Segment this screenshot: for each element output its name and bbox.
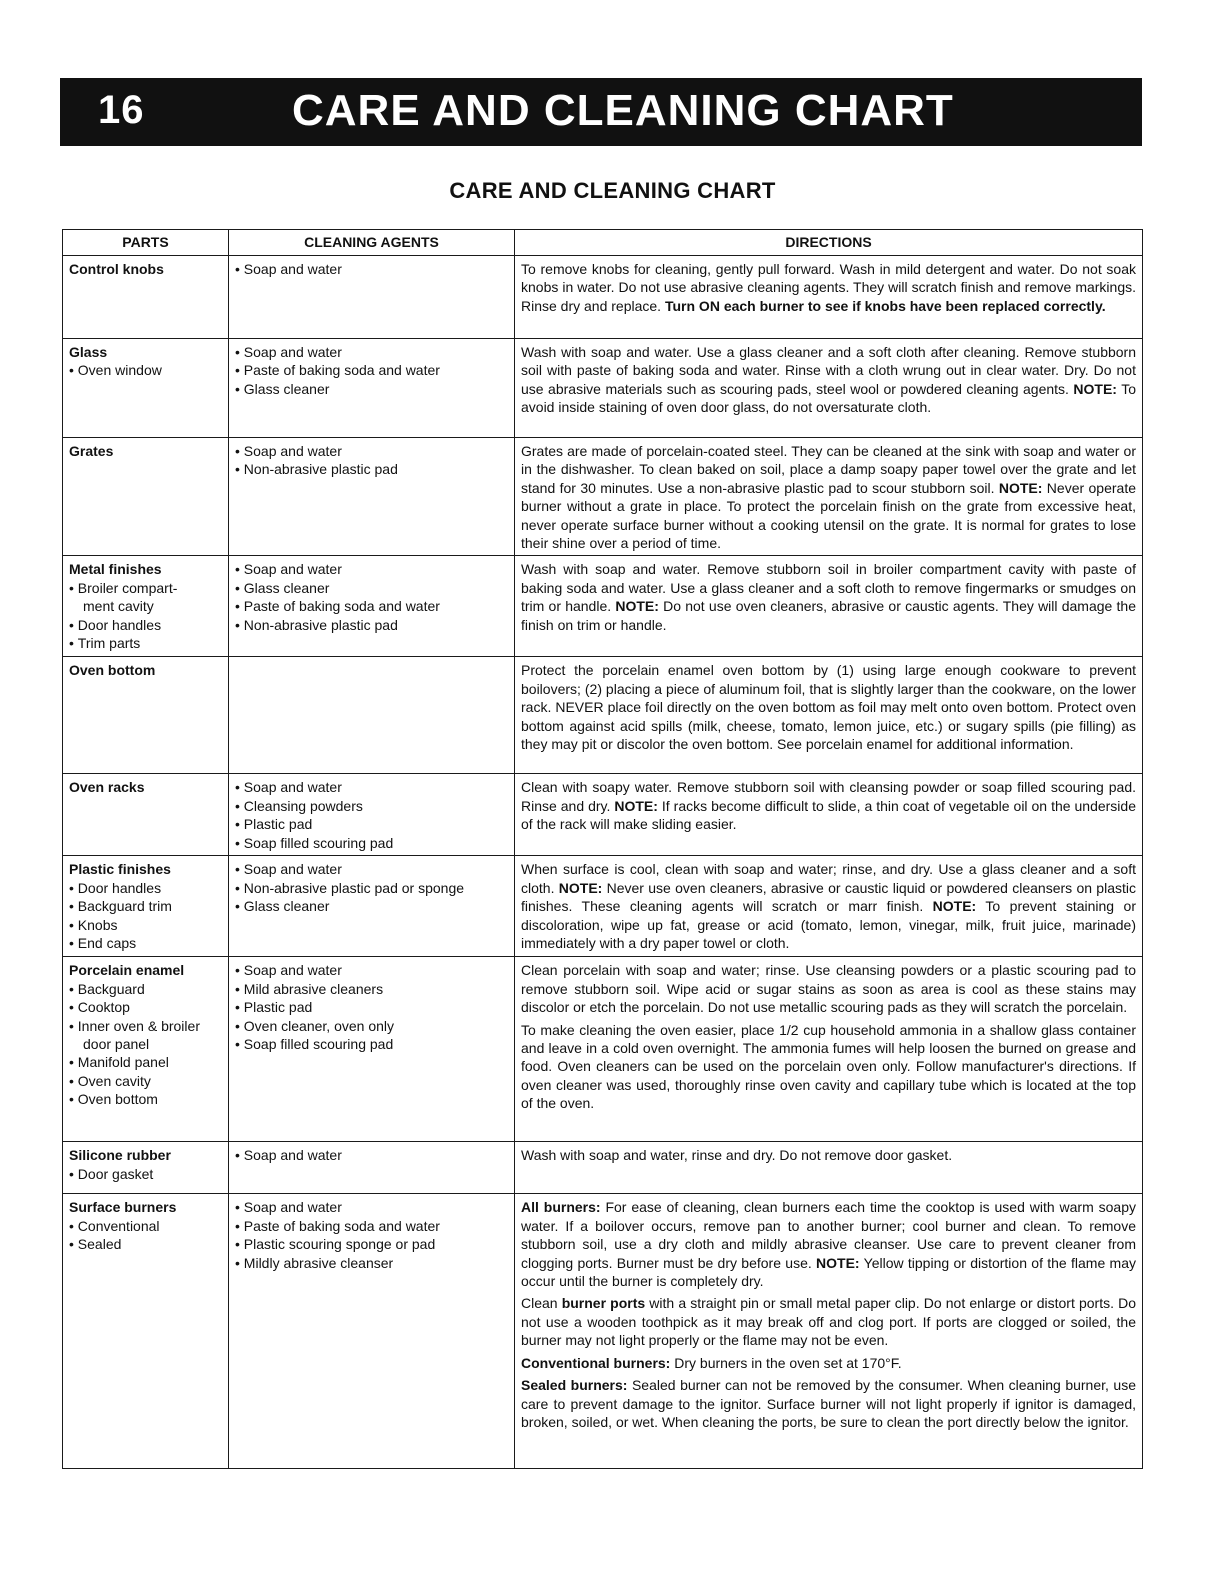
cleaning-agent-item: • Glass cleaner xyxy=(235,380,508,398)
directions-text: Do not use oven cleaners, abrasive or caustic agents. They will damage the finish on trim or handle. xyxy=(521,598,1136,633)
part-cell xyxy=(63,856,229,957)
cleaning-agent-item: • Plastic scouring sponge or pad xyxy=(235,1235,508,1253)
table-row xyxy=(63,657,1143,774)
part-cell xyxy=(63,339,229,438)
subpart-item: • Cooktop xyxy=(69,998,222,1016)
directions-text: Grates are made of porcelain-coated steel. They can be cleaned at the sink with soap and water or in the dishwasher. To clean baked on soil, place a damp soapy paper towel over the grate and let stand for 30 minutes. Use a non-abrasive plastic pad to scour stubborn soil. xyxy=(521,443,1136,496)
cleaning-agents-cell xyxy=(229,774,515,856)
subpart-item: • Backguard trim xyxy=(69,897,222,915)
header-title: CARE AND CLEANING CHART xyxy=(292,86,954,135)
part-cell xyxy=(63,556,229,657)
cleaning-agent-item: • Soap and water xyxy=(235,778,508,796)
directions-text: Sealed burner can not be removed by the consumer. When cleaning burner, use care to prevent damage to the ignitor. Surface burner will not light properly if ignitor is damaged, broken, soiled, or wet. When cleaning the ports, be sure to clean the port directly below the ignitor. xyxy=(521,1377,1136,1430)
subpart-item: • Knobs xyxy=(69,916,222,934)
part-name: Glass xyxy=(69,344,108,360)
directions-text: Never use oven cleaners, abrasive or caustic liquid or powdered cleansers on plastic finishes. These cleaning agents will scratch or marr finish. xyxy=(521,879,1136,915)
directions-text: To prevent staining or discoloration, wipe up fat, grease or acid (tomato, lemon, vinegar, milk, fruit juice, marinade) immediately with a dry paper towel or cloth. xyxy=(521,898,1136,952)
directions-paragraph xyxy=(521,442,1136,552)
directions-lead: All burners: xyxy=(521,1199,601,1216)
cleaning-agent-item: • Mildly abrasive cleanser xyxy=(235,1254,508,1272)
note-label: NOTE: xyxy=(998,479,1043,496)
cleaning-agent-item: • Soap and water xyxy=(235,442,508,460)
cleaning-agents-cell xyxy=(229,657,515,774)
directions-paragraph xyxy=(521,260,1136,315)
directions-lead: Sealed burners: xyxy=(521,1377,628,1394)
cleaning-agent-item: • Paste of baking soda and water xyxy=(235,597,508,615)
cleaning-agent-item: • Soap and water xyxy=(235,1146,508,1164)
directions-cell xyxy=(515,438,1143,556)
note-label: NOTE: xyxy=(558,879,603,896)
cleaning-agent-item: • Soap and water xyxy=(235,1198,508,1216)
directions-paragraph xyxy=(521,778,1136,833)
part-cell xyxy=(63,1142,229,1194)
cleaning-agent-item: • Glass cleaner xyxy=(235,579,508,597)
table-row xyxy=(63,957,1143,1142)
directions-cell xyxy=(515,339,1143,438)
directions-paragraph xyxy=(521,1376,1136,1431)
cleaning-agent-item: • Paste of baking soda and water xyxy=(235,361,508,379)
subpart-item: ment cavity xyxy=(83,598,154,615)
table-row xyxy=(63,1142,1143,1194)
directions-paragraph xyxy=(521,1021,1136,1113)
cleaning-agent-item: • Soap and water xyxy=(235,260,508,278)
directions-text: Clean with soapy water. Remove stubborn soil with cleansing powder or soap filled scouring pad. Rinse and dry. xyxy=(521,779,1136,814)
note-label: NOTE: xyxy=(614,797,658,814)
cleaning-agents-cell xyxy=(229,339,515,438)
page-number: 16 xyxy=(98,88,145,132)
subpart-item: • Trim parts xyxy=(69,634,222,652)
directions-text: Clean porcelain with soap and water; rinse. Use cleansing powders or a plastic scouring pad to remove stubborn soil. Wipe acid or sugar stains as soon as area is cool as these stains may discolor or etch the porcelain. Do not use metallic scouring pads as they will scratch the porcelain. xyxy=(521,962,1136,1016)
cleaning-agents-cell xyxy=(229,856,515,957)
column-header-cleaning-agents: CLEANING AGENTS xyxy=(229,230,515,256)
part-cell xyxy=(63,957,229,1142)
directions-lead: Conventional burners: xyxy=(521,1354,671,1371)
part-name: Porcelain enamel xyxy=(69,962,185,979)
directions-paragraph xyxy=(521,961,1136,1016)
subpart-item: • Broiler compart- xyxy=(69,579,222,597)
directions-text: Wash with soap and water. Remove stubborn soil in broiler compartment cavity with paste of baking soda and water. Use a glass cleaner and a soft cloth to remove fingermarks or smudges on trim or handle. xyxy=(521,561,1136,615)
table-row xyxy=(63,774,1143,856)
table-row xyxy=(63,856,1143,957)
directions-text: Dry burners in the oven set at 170°F. xyxy=(670,1354,902,1371)
cleaning-agent-item: • Soap filled scouring pad xyxy=(235,1035,508,1053)
cleaning-agent-item: • Non-abrasive plastic pad xyxy=(235,460,508,478)
part-name: Oven racks xyxy=(69,779,145,796)
part-name: Surface burners xyxy=(69,1199,177,1216)
care-cleaning-table xyxy=(62,229,1143,1469)
table-row xyxy=(63,1194,1143,1469)
part-name: Metal finishes xyxy=(69,561,162,578)
cleaning-agent-item: • Soap and water xyxy=(235,961,508,979)
subpart-item: door panel xyxy=(83,1036,150,1053)
directions-paragraph xyxy=(521,1198,1136,1290)
directions-text: To avoid inside staining of oven door glass, do not oversaturate cloth. xyxy=(521,380,1136,416)
note-label: NOTE: xyxy=(932,898,977,915)
subpart-item: • Oven bottom xyxy=(69,1090,222,1108)
cleaning-agent-item: • Mild abrasive cleaners xyxy=(235,980,508,998)
directions-paragraph xyxy=(521,1354,1136,1372)
subpart-item: • Backguard xyxy=(69,980,222,998)
cleaning-agents-cell xyxy=(229,556,515,657)
cleaning-agent-item: • Plastic pad xyxy=(235,815,508,833)
cleaning-agent-item: • Soap filled scouring pad xyxy=(235,834,508,852)
part-name: Grates xyxy=(69,443,114,459)
column-header-directions: DIRECTIONS xyxy=(515,230,1143,256)
table-row xyxy=(63,256,1143,339)
part-cell xyxy=(63,1194,229,1469)
directions-text: with a straight pin or small metal paper clip. Do not enlarge or distort ports. Do not use a wooden toothpick as it may break off and clog port. If ports are clogged or soiled, the burner may not light properly or the flame may not be even. xyxy=(521,1295,1137,1349)
table-header-row xyxy=(63,230,1143,256)
directions-cell xyxy=(515,556,1143,657)
directions-lead: burner ports xyxy=(561,1295,646,1312)
directions-text: Wash with soap and water, rinse and dry. Do not remove door gasket. xyxy=(521,1147,953,1164)
part-cell xyxy=(63,438,229,556)
subpart-item: • Inner oven & broiler xyxy=(69,1017,222,1035)
subpart-item: • Door handles xyxy=(69,879,222,897)
cleaning-agent-item: • Non-abrasive plastic pad xyxy=(235,616,508,634)
directions-text: Yellow tipping or distortion of the flame may occur until the burner is completely dry. xyxy=(521,1254,1136,1290)
cleaning-agent-item: • Soap and water xyxy=(235,860,508,878)
cleaning-agents-cell xyxy=(229,957,515,1142)
directions-paragraph xyxy=(521,661,1136,753)
subpart-item: • Conventional xyxy=(69,1217,222,1235)
subpart-item: • Oven window xyxy=(69,361,222,379)
table-body xyxy=(63,256,1143,1469)
directions-cell xyxy=(515,1142,1143,1194)
cleaning-agent-item: • Plastic pad xyxy=(235,998,508,1016)
cleaning-agent-item: • Paste of baking soda and water xyxy=(235,1217,508,1235)
directions-cell xyxy=(515,657,1143,774)
cleaning-agent-item: • Non-abrasive plastic pad or sponge xyxy=(235,879,508,897)
subpart-item: • Oven cavity xyxy=(69,1072,222,1090)
table-row xyxy=(63,556,1143,657)
note-label: NOTE: xyxy=(816,1254,860,1271)
cleaning-agent-item: • Cleansing powders xyxy=(235,797,508,815)
table-row xyxy=(63,339,1143,438)
directions-text: To make cleaning the oven easier, place 1/2 cup household ammonia in a shallow glass container and leave in a cold oven overnight. The ammonia fumes will help loosen the burned on grease and food. Oven cleaners can be used on the porcelain oven only. Follow manufacturer's directions. If oven cleaner was used, thoroughly rinse oven cavity and capillary tube which is located at the top of the oven. xyxy=(521,1021,1136,1112)
cleaning-agent-item: • Soap and water xyxy=(235,560,508,578)
directions-text: When surface is cool, clean with soap and water; rinse, and dry. Use a glass cleaner and a soft cloth. xyxy=(521,861,1136,896)
chart-title: CARE AND CLEANING CHART xyxy=(449,178,776,203)
cleaning-agent-item: • Oven cleaner, oven only xyxy=(235,1017,508,1035)
directions-text: To remove knobs for cleaning, gently pull forward. Wash in mild detergent and water. Do not soak knobs in water. Do not use abrasive cleaning agents. They will scratch finish and remove markings. Rinse dry and replace. xyxy=(521,261,1136,314)
part-name: Oven bottom xyxy=(69,662,156,679)
directions-paragraph xyxy=(521,1146,1136,1164)
subpart-item: • Manifold panel xyxy=(69,1053,222,1071)
cleaning-agents-cell xyxy=(229,1142,515,1194)
directions-cell xyxy=(515,1194,1143,1469)
directions-text: Wash with soap and water. Use a glass cleaner and a soft cloth after cleaning. Remove stubborn soil with paste of baking soda and water. Rinse with a cloth wrung out in clear water. Dry. Do not use abrasive materials such as scouring pads, steel wool or powdered cleaning agents. xyxy=(521,344,1136,397)
directions-text: If racks become difficult to slide, a thin coat of vegetable oil on the underside of the rack will make sliding easier. xyxy=(521,797,1136,833)
directions-text: Clean xyxy=(521,1295,562,1312)
directions-paragraph xyxy=(521,343,1136,417)
note-label: NOTE: xyxy=(615,598,659,615)
directions-cell xyxy=(515,774,1143,856)
directions-cell xyxy=(515,856,1143,957)
directions-text: For ease of cleaning, clean burners each time the cooktop is used with warm soapy water. If a boilover occurs, remove pan to another burner; cool burner and clean. To remove stubborn soil, use a dry cloth and mildly abrasive cleanser. Use care to prevent cleaner from clogging ports. Burner must be dry before use. xyxy=(521,1199,1136,1271)
column-header-parts: PARTS xyxy=(63,230,229,256)
part-name: Plastic finishes xyxy=(69,861,171,878)
page-header-bar xyxy=(60,78,1142,146)
directions-text: Protect the porcelain enamel oven bottom by (1) using large enough cookware to prevent boilovers; (2) placing a piece of aluminum foil, that is slightly larger than the cookware, on the lower rack. NEVER place foil directly on the oven bottom as foil may melt onto oven bottom. Protect oven bottom against acid spills (milk, cheese, tomato, lemon juice, etc.) or sugary spills (pie filling) as they may pit or discolor the oven bottom. See porcelain enamel for additional information. xyxy=(521,662,1136,753)
directions-paragraph xyxy=(521,1294,1136,1349)
directions-cell xyxy=(515,256,1143,339)
note-label: NOTE: xyxy=(1073,380,1117,397)
subpart-item: • Door gasket xyxy=(69,1165,222,1183)
subpart-item: • Sealed xyxy=(69,1235,222,1253)
directions-emphasis: Turn ON each burner to see if knobs have been replaced correctly. xyxy=(664,297,1106,314)
part-cell xyxy=(63,774,229,856)
directions-text: Never operate burner without a grate in place. To protect the porcelain finish on the grate from excessive heat, never operate surface burner without a cooking utensil on the grate. It is normal for grates to lose their shine over a period of time. xyxy=(521,479,1136,552)
directions-paragraph xyxy=(521,560,1136,634)
directions-paragraph xyxy=(521,860,1136,952)
cleaning-agents-cell xyxy=(229,256,515,339)
subpart-item: • Door handles xyxy=(69,616,222,634)
directions-cell xyxy=(515,957,1143,1142)
cleaning-agent-item: • Soap and water xyxy=(235,343,508,361)
cleaning-agent-item: • Glass cleaner xyxy=(235,897,508,915)
part-cell xyxy=(63,256,229,339)
part-cell xyxy=(63,657,229,774)
subpart-item: • End caps xyxy=(69,934,222,952)
cleaning-agents-cell xyxy=(229,438,515,556)
table-row xyxy=(63,438,1143,556)
part-name: Control knobs xyxy=(69,261,164,277)
part-name: Silicone rubber xyxy=(69,1147,171,1164)
cleaning-agents-cell xyxy=(229,1194,515,1469)
